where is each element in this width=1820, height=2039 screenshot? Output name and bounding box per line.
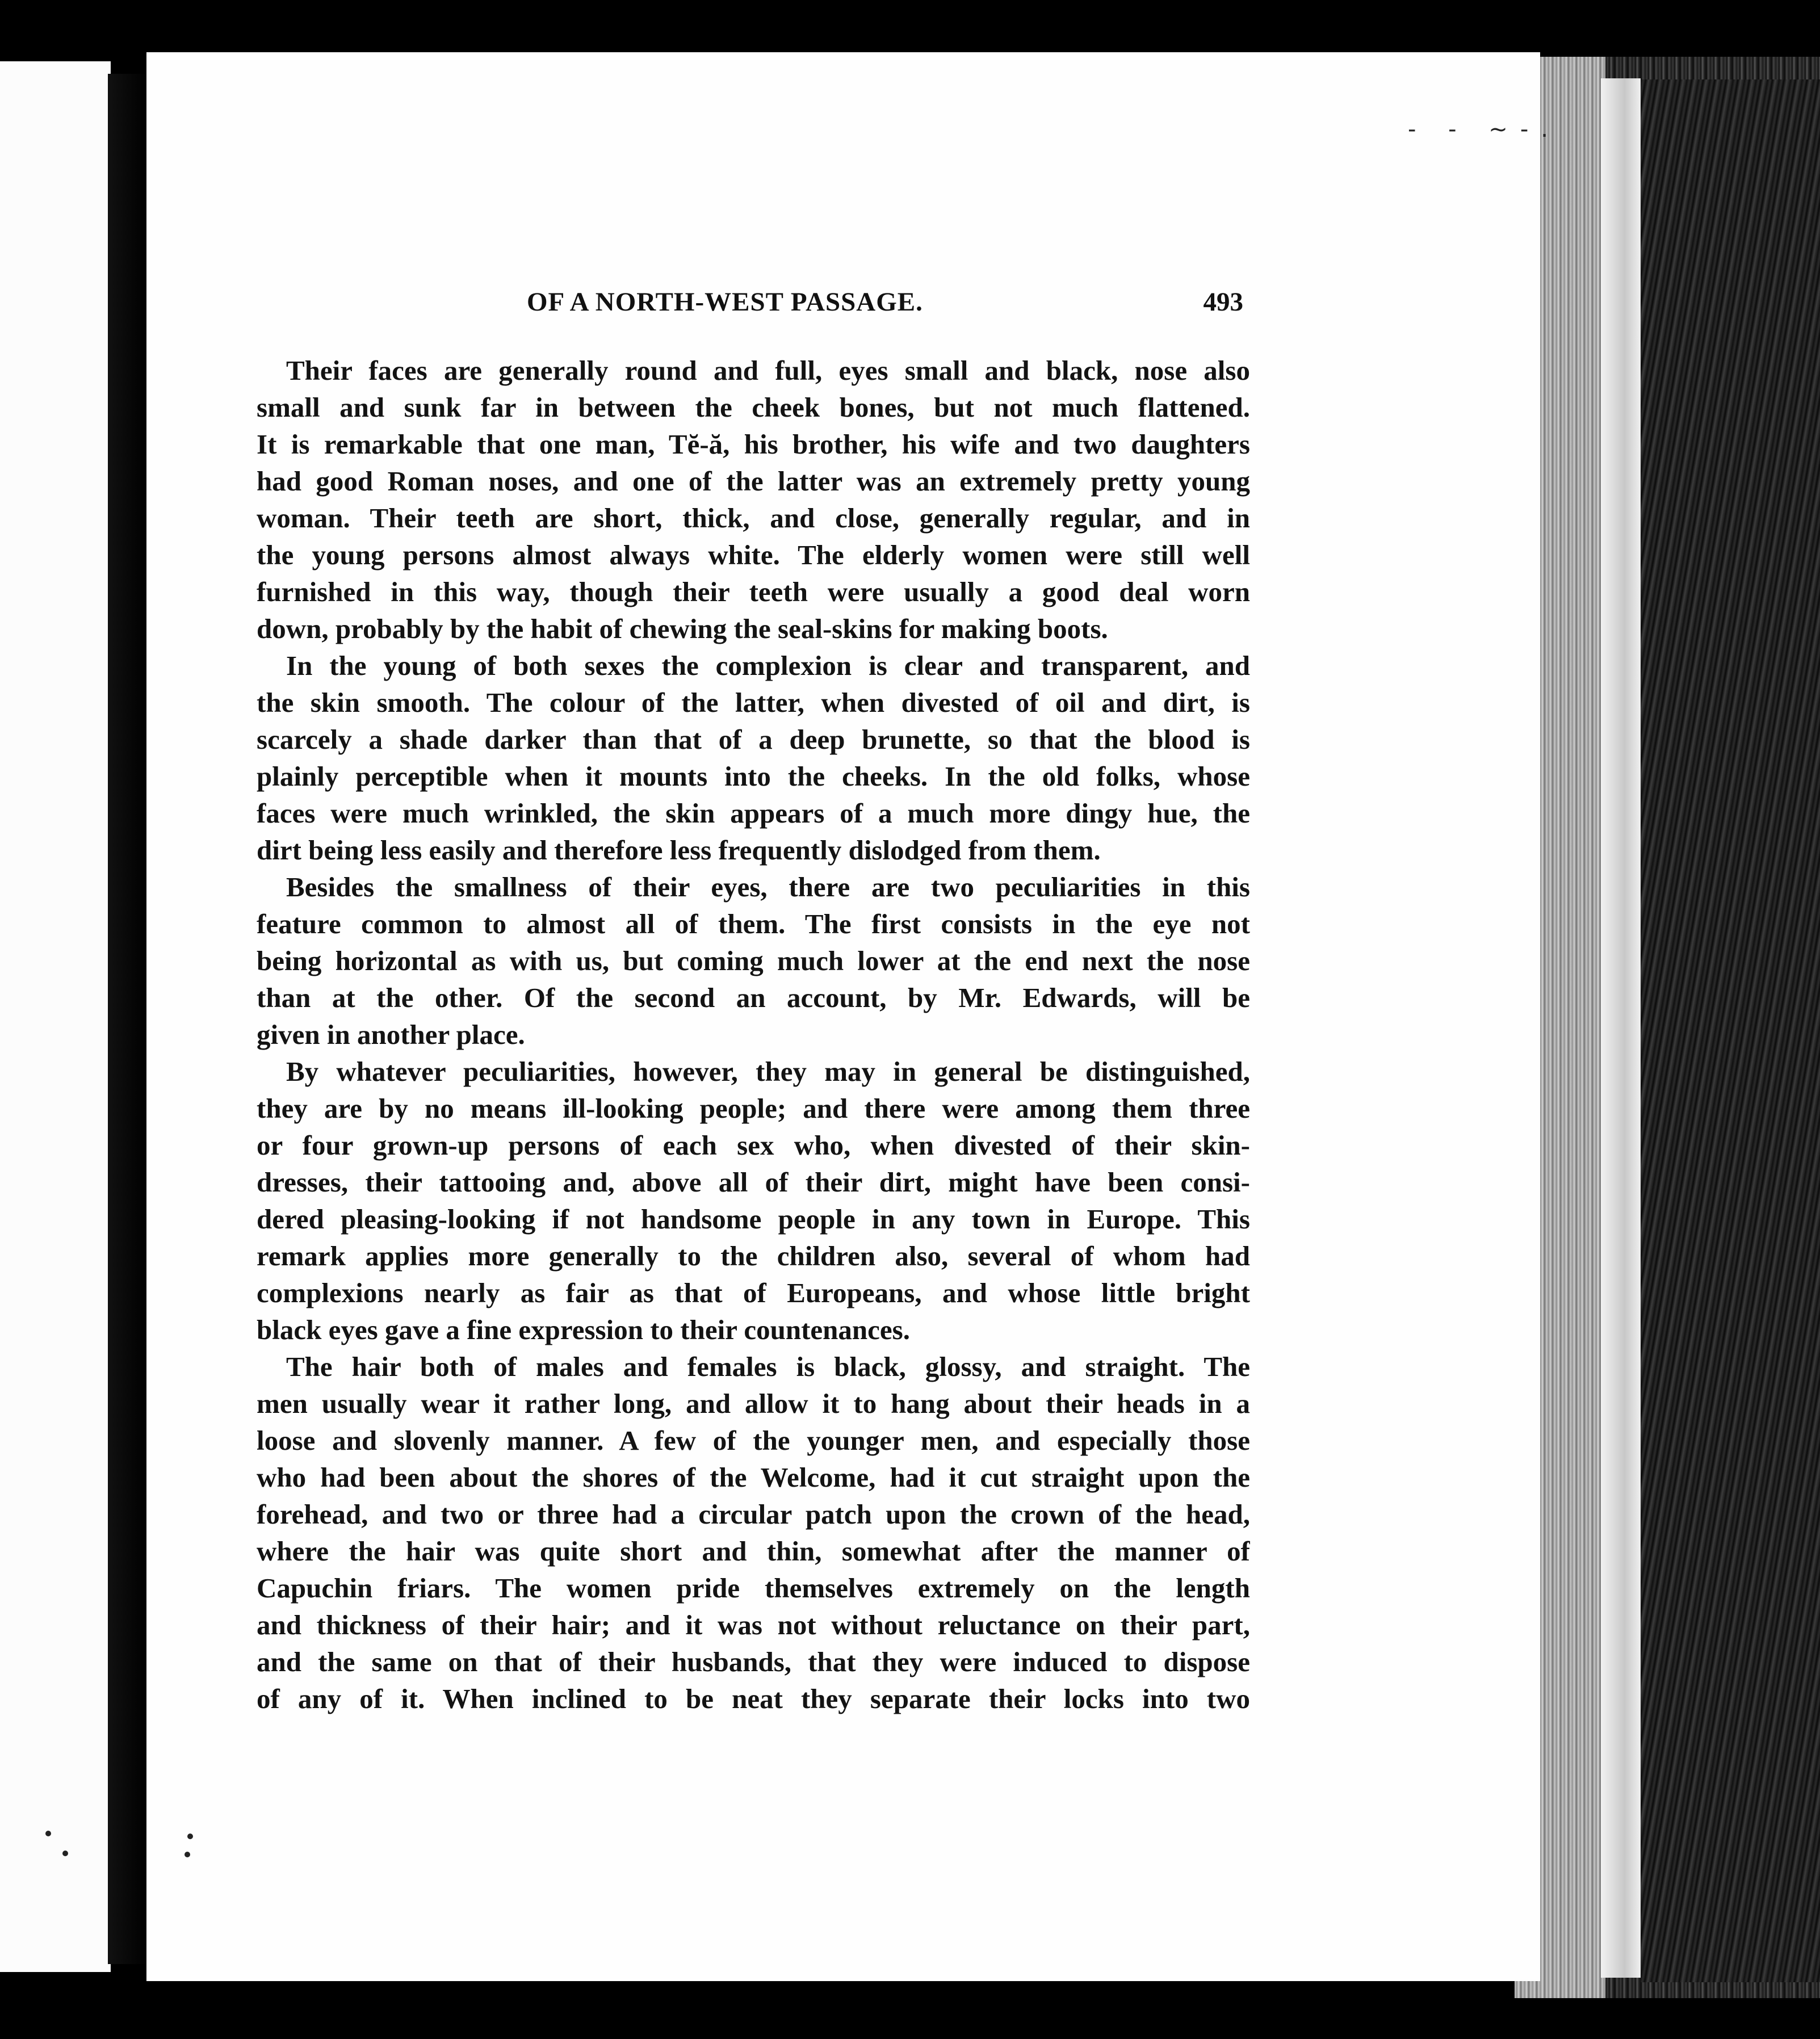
- text-line: loose and slovenly manner. A few of the younger men, and especially those: [257, 1425, 1250, 1456]
- running-title: OF A NORTH-WEST PASSAGE.: [527, 287, 923, 317]
- speck-mark: [184, 1852, 190, 1857]
- text-line: than at the other. Of the second an account, by Mr. Edwards, will be: [257, 982, 1250, 1013]
- speck-mark: [45, 1831, 51, 1836]
- page-number: 493: [1203, 287, 1243, 317]
- paragraph: [257, 869, 1250, 1053]
- text-line: dirt being less easily and therefore less frequently dislodged from them.: [257, 834, 1101, 866]
- text-line: dered pleasing-looking if not handsome people in any town in Europe. This: [257, 1203, 1250, 1235]
- text-line: of any of it. When inclined to be neat they separate their locks into two: [257, 1683, 1250, 1714]
- text-line: down, probably by the habit of chewing the seal-skins for making boots.: [257, 613, 1108, 644]
- text-line: where the hair was quite short and thin, somewhat after the manner of: [257, 1535, 1250, 1567]
- text-line: faces were much wrinkled, the skin appears of a much more dingy hue, the: [257, 798, 1250, 829]
- paragraph: [257, 647, 1250, 869]
- text-line: furnished in this way, though their teeth were usually a good deal worn: [257, 576, 1250, 607]
- page-edge-strip: [1601, 78, 1641, 1978]
- text-line: In the young of both sexes the complexion is clear and transparent, and: [286, 650, 1250, 681]
- left-facing-page: [0, 61, 111, 1972]
- text-line: who had been about the shores of the Welcome, had it cut straight upon the: [257, 1462, 1250, 1493]
- book-cover-edge: [1641, 79, 1820, 1982]
- gutter-shadow: [108, 74, 148, 1964]
- text-line: Capuchin friars. The women pride themselves extremely on the length: [257, 1572, 1250, 1604]
- text-line: black eyes gave a fine expression to their countenances.: [257, 1314, 910, 1345]
- page-header: [267, 287, 1243, 326]
- text-line: dresses, their tattooing and, above all of their dirt, might have been consi-: [257, 1167, 1250, 1198]
- speck-mark: [62, 1851, 68, 1856]
- text-line: and the same on that of their husbands, that they were induced to dispose: [257, 1646, 1250, 1677]
- text-line: or four grown-up persons of each sex who, when divested of their skin-: [257, 1130, 1250, 1161]
- text-line: plainly perceptible when it mounts into the cheeks. In the old folks, whose: [257, 761, 1250, 792]
- text-line: the skin smooth. The colour of the latter, when divested of oil and dirt, is: [257, 687, 1250, 718]
- text-line: feature common to almost all of them. The first consists in the eye not: [257, 908, 1250, 939]
- text-line: small and sunk far in between the cheek bones, but not much flattened.: [257, 392, 1250, 423]
- paragraph: [257, 1348, 1250, 1717]
- text-line: they are by no means ill-looking people; and there were among them three: [257, 1093, 1250, 1124]
- scan-marks: - - ~-.: [1408, 116, 1561, 142]
- text-line: remark applies more generally to the children also, several of whom had: [257, 1240, 1250, 1272]
- text-line: Their faces are generally round and full, eyes small and black, nose also: [286, 355, 1250, 386]
- text-line: had good Roman noses, and one of the latter was an extremely pretty young: [257, 465, 1250, 497]
- paragraph: [257, 352, 1250, 647]
- text-line: woman. Their teeth are short, thick, and close, generally regular, and in: [257, 502, 1250, 534]
- text-line: given in another place.: [257, 1019, 525, 1050]
- body-text: [257, 352, 1250, 1717]
- text-line: complexions nearly as fair as that of Europeans, and whose little bright: [257, 1277, 1250, 1308]
- text-line: the young persons almost always white. The elderly women were still well: [257, 539, 1250, 570]
- text-line: men usually wear it rather long, and allow it to hang about their heads in a: [257, 1388, 1250, 1419]
- text-line: By whatever peculiarities, however, they may in general be distinguished,: [286, 1056, 1250, 1087]
- text-line: and thickness of their hair; and it was not without reluctance on their part,: [257, 1609, 1250, 1641]
- text-line: forehead, and two or three had a circular patch upon the crown of the head,: [257, 1499, 1250, 1530]
- text-line: The hair both of males and females is black, glossy, and straight. The: [286, 1351, 1250, 1382]
- text-line: scarcely a shade darker than that of a deep brunette, so that the blood is: [257, 724, 1250, 755]
- text-line: being horizontal as with us, but coming much lower at the end next the nose: [257, 945, 1250, 976]
- text-line: Besides the smallness of their eyes, there are two peculiarities in this: [286, 871, 1250, 903]
- speck-mark: [187, 1834, 193, 1839]
- paragraph: [257, 1053, 1250, 1348]
- text-line: It is remarkable that one man, Tĕ-ă, his brother, his wife and two daughters: [257, 429, 1250, 460]
